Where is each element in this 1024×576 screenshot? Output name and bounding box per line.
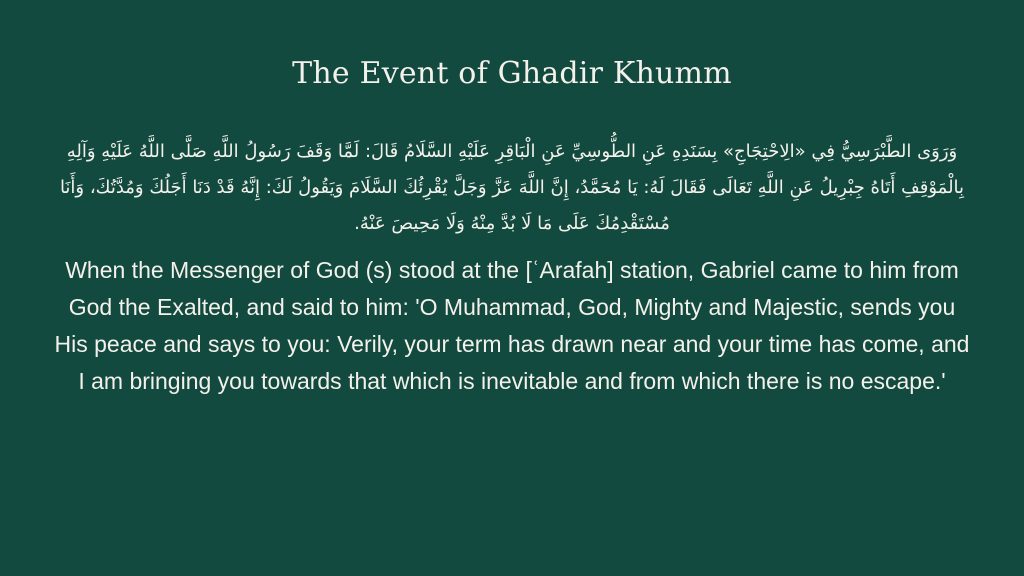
english-translation: When the Messenger of God (s) stood at the [ʿArafah] station, Gabriel came to him from God the Exalted, and said to him: 'O Muhammad, God, Mighty and Majestic, sends you His peace and says to you: Verily, your term has drawn near and your time has come, and I am bringing you towards that which is inevitable and from which there is no escape.' bbox=[54, 257, 970, 394]
slide-title: The Event of Ghadir Khumm bbox=[292, 56, 732, 91]
arabic-text: وَرَوَى الطَّبْرَسِيُّ فِي «الِاحْتِجَاجِ» بِسَنَدِهِ عَنِ الطُّوسِيِّ عَنِ الْبَاقِرِ عَلَيْهِ السَّلَامُ قَالَ: لَمَّا وَقَفَ رَسُولُ اللَّهِ صَلَّى اللَّهُ عَلَيْهِ وَآلِهِ بِالْمَوْقِفِ أَتَاهُ جِبْرِيلُ عَنِ اللَّهِ تَعَالَى فَقَالَ لَهُ: يَا مُحَمَّدُ، إِنَّ اللَّهَ عَزَّ وَجَلَّ يُقْرِئُكَ السَّلَامَ وَيَقُولُ لَكَ: إِنَّهُ قَدْ دَنَا أَجَلُكَ وَمُدَّتُكَ، وَأَنَا مُسْتَقْدِمُكَ عَلَى مَا لَا بُدَّ مِنْهُ وَلَا مَحِيصَ عَنْهُ. bbox=[59, 141, 965, 234]
